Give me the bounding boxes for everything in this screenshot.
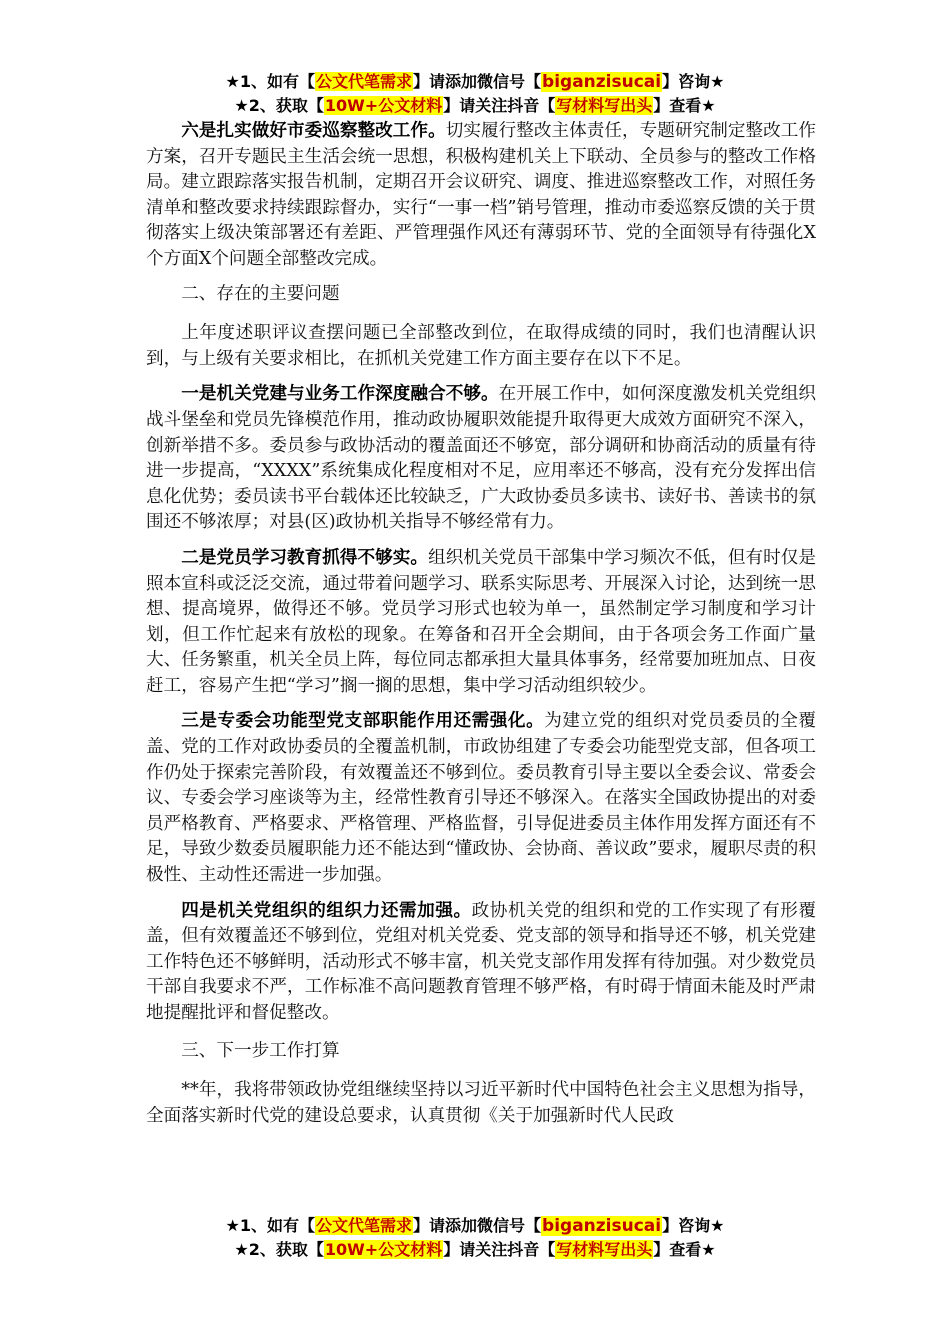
highlight-writing-service: 公文代笔需求 <box>316 1216 413 1235</box>
paragraph-problem-1: 一是机关党建与业务工作深度融合不够。在开展工作中，如何深度激发机关党组织战斗堡垒和党员先锋模范作用，推动政协履职效能提升取得更大成效方面研究不深入，创新举措不多。委员参与政协活动的覆盖面还不够宽，部分调研和协商活动的质量有待进一步提高，“XXXX”系统集成化程度相对不足，应用率还不够高，没有充分发挥出信息化优势；委员读书平台载体还比较缺乏，广大政协委员多读书、读好书、善读书的氛围还不够浓厚；对县(区)政协机关指导不够经常有力。 <box>146 383 816 533</box>
paragraph-plan: **年，我将带领政协党组继续坚持以习近平新时代中国特色社会主义思想为指导，全面落实新时代党的建设总要求，认真贯彻《关于加强新时代人民政 <box>146 1080 816 1126</box>
paragraph-problem-3: 三是专委会功能型党支部职能作用还需强化。为建立党的组织对党员委员的全覆盖、党的工作对政协委员的全覆盖机制，市政协组建了专委会功能型党支部，但各项工作仍处于探索完善阶段，有效覆盖还不够到位。委员教育引导主要以全委会议、常委会议、专委会学习座谈等为主，经常性教育引导还不够深入。在落实全国政协提出的对委员严格教育、严格要求、严格管理、严格监督，引导促进委员主体作用发挥方面还有不足，导致少数委员履职能力还不能达到“懂政协、会协商、善议政”要求，履职尽责的积极性、主动性还需进一步加强。 <box>146 710 816 886</box>
paragraph-lead: 四是机关党组织的组织力还需加强。 <box>181 899 472 921</box>
section-heading-next-steps: 三、下一步工作打算 <box>181 1040 340 1061</box>
paragraph-lead: 二是党员学习教育抓得不够实。 <box>181 546 429 568</box>
paragraph-lead: 一是机关党建与业务工作深度融合不够。 <box>181 383 499 405</box>
highlight-wechat-id: biganzisucai <box>542 72 662 92</box>
paragraph-six: 六是扎实做好市委巡察整改工作。切实履行整改主体责任，专题研究制定整改工作方案，召开专题民主生活会统一思想，积极构建机关上下联动、全员参与的整改工作格局。建立跟踪落实报告机制，定期召开会议研究、调度、推进巡察整改工作，对照任务清单和整改要求持续跟踪督办，实行“一事一档”销号管理，推动市委巡察反馈的关于贯彻落实上级决策部署还有差距、严管理强作风还有薄弱环节、党的全面领导有待强化X个方面X个问题全部整改完成。 <box>146 120 816 269</box>
highlight-douyin-account: 写材料写出头 <box>556 96 653 115</box>
highlight-writing-service: 公文代笔需求 <box>316 72 413 91</box>
paragraph-lead: 六是扎实做好市委巡察整改工作。 <box>181 120 446 141</box>
paragraph-lead: 三是专委会功能型党支部职能作用还需强化。 <box>181 710 545 732</box>
top-banner <box>0 70 950 118</box>
highlight-douyin-account: 写材料写出头 <box>556 1240 653 1259</box>
paragraph-problem-4: 四是机关党组织的组织力还需加强。政协机关党的组织和党的工作实现了有形覆盖，但有效覆盖还不够到位，党组对机关党委、党支部的领导和指导还不够，机关党建工作特色还不够鲜明，活动形式不够丰富，机关党支部作用发挥有待加强。对少数党员干部自我要求不严，工作标准不高问题教育管理不够严格，有时碍于情面未能及时严肃地提醒批评和督促整改。 <box>146 899 816 1023</box>
highlight-wechat-id: biganzisucai <box>542 1216 662 1236</box>
bottom-banner <box>0 1214 950 1262</box>
banner-line-2: ★2、获取【10W+公文材料】请关注抖音【写材料写出头】查看★ <box>234 1240 716 1259</box>
highlight-materials: 10W+公文材料 <box>324 1240 443 1259</box>
section-heading-problems: 二、存在的主要问题 <box>181 283 340 304</box>
banner-line-1: ★1、如有【公文代笔需求】请添加微信号【biganzisucai】咨询★ <box>225 1216 725 1236</box>
banner-line-1: ★1、如有【公文代笔需求】请添加微信号【biganzisucai】咨询★ <box>225 72 725 92</box>
paragraph-problem-2: 二是党员学习教育抓得不够实。组织机关党员干部集中学习频次不低，但有时仅是照本宣科或泛泛交流，通过带着问题学习、联系实际思考、开展深入讨论，达到统一思想、提高境界，做得还不够。党员学习形式也较为单一，虽然制定学习制度和学习计划，但工作忙起来有放松的现象。在筹备和召开全会期间，由于各项会务工作面广量大、任务繁重，机关全员上阵，每位同志都承担大量具体事务，经常要加班加点、日夜赶工，容易产生把“学习”搁一搁的思想，集中学习活动组织较少。 <box>146 546 816 696</box>
document-body <box>146 118 816 1138</box>
banner-line-2: ★2、获取【10W+公文材料】请关注抖音【写材料写出头】查看★ <box>234 96 716 115</box>
highlight-materials: 10W+公文材料 <box>324 96 443 115</box>
paragraph-intro: 上年度述职评议查摆问题已全部整改到位，在取得成绩的同时，我们也清醒认识到，与上级有关要求相比，在抓机关党建工作方面主要存在以下不足。 <box>146 323 816 369</box>
